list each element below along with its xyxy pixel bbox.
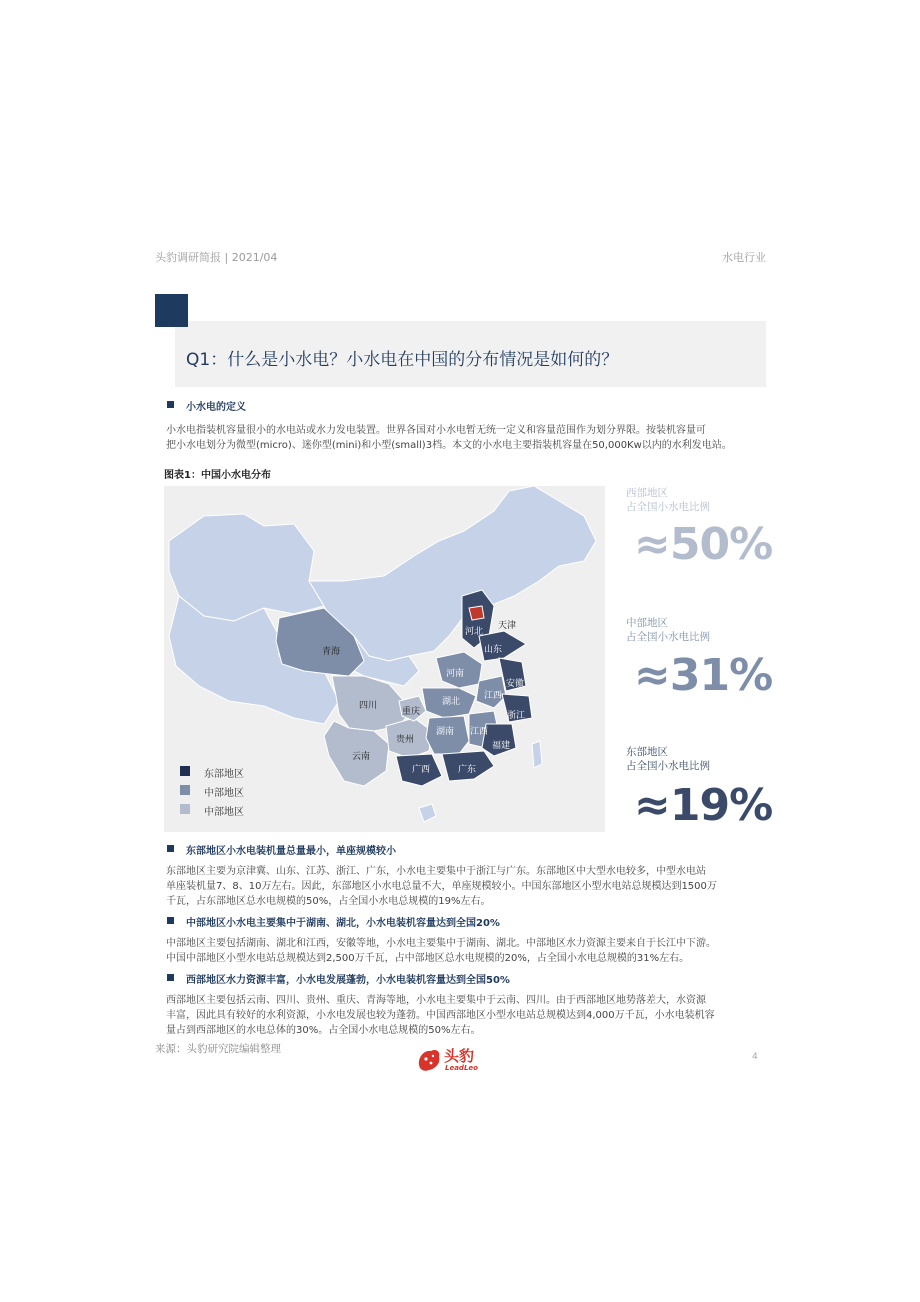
section4-line3: 量占到西部地区的水电总体的30%。占全国小水电总规模的50%左右。 [166,1025,481,1036]
leadleo-logo [416,1045,496,1077]
legend-label-east: 东部地区 [204,769,244,780]
label-henan: 河南 [446,669,465,679]
legend-label-central: 中部地区 [204,788,244,799]
section3-line2: 中国中部地区小型水电站总规模达到2,500万千瓦，占中部地区总水电规模的20%，占全国小水电总规模的31%左右。 [166,953,690,964]
page-number: 4 [752,1052,758,1062]
section1-line1: 小水电指装机容量很小的水电站或水力发电装置。世界各国对小水电暂无统一定义和容量范围作为划分界限。按装机容量可 [166,425,706,436]
label-fujian: 福建 [492,741,511,751]
map-region-beijing [469,606,484,620]
label-hubei: 湖北 [442,697,461,707]
section1-heading: 小水电的定义 [186,402,246,413]
label-guangxi: 广西 [412,765,431,775]
section2-line1: 东部地区主要为京津冀、山东、江苏、浙江、广东，小水电主要集中于浙江与广东。东部地区中大型水电较多，中型水电站 [166,866,706,877]
label-yunnan: 云南 [352,752,371,762]
stat-central-value: ≈31% [634,650,773,701]
section4-heading: 西部地区水力资源丰富，小水电发展蓬勃，小水电装机容量达到全国50% [186,975,510,986]
bullet-icon [167,401,174,408]
stat-east-desc: 占全国小水电比例 [626,760,710,772]
map-region-hainan [419,804,436,822]
legend-swatch-west [180,804,190,814]
report-header-right: 水电行业 [722,251,766,264]
logo-en: LeadLeo [445,1064,478,1072]
stat-west-value: ≈50% [634,519,773,570]
label-anhui: 安徽 [506,679,525,689]
label-sichuan: 四川 [359,701,378,711]
label-guizhou: 贵州 [396,735,415,745]
map-region-taiwan [532,741,542,768]
section1-paragraph [166,423,766,453]
section4-line1: 西部地区主要包括云南、四川、贵州、重庆、青海等地，小水电主要集中于云南、四川。由于西部地区地势落差大，水资源 [166,995,706,1006]
stat-west-region: 西部地区 [626,487,668,499]
bullet-icon [167,917,174,924]
stat-central-desc: 占全国小水电比例 [626,631,710,643]
china-map [164,486,605,832]
section3-line1: 中部地区主要包括湖南、湖北和江西，安徽等地，小水电主要集中于湖南、湖北。中部地区水力资源主要来自于长江中下游。 [166,938,716,949]
stat-west-desc: 占全国小水电比例 [626,501,710,513]
section1-line2: 把小水电划分为微型(micro)、迷你型(mini)和小型(small)3档。本文的小水电主要指装机容量在50,000Kw以内的水利发电站。 [166,440,732,451]
label-jiangxi: 江西 [470,727,489,737]
label-guangdong: 广东 [458,765,477,775]
china-map-panel [164,486,605,832]
stat-east-label [626,745,710,773]
legend-label-west: 中部地区 [204,807,244,818]
section2-heading: 东部地区小水电装机量总量最小，单座规模较小 [186,846,396,857]
stat-west-label [626,486,710,514]
section2-line2: 单座装机量7、8、10万左右。因此，东部地区小水电总量不大，单座规模较小。中国东部地区小型水电站总规模达到1500万 [166,881,717,892]
section4-line2: 丰富，因此具有较好的水利资源，小水电发展也较为蓬勃。中国西部地区小型水电站总规模达到4,000万千瓦，小水电装机容 [166,1010,715,1021]
label-hebei: 河北 [465,627,484,637]
label-qinghai: 青海 [322,647,341,657]
label-jiangxi-north: 江西 [484,691,503,701]
question-title: Q1：什么是小水电？小水电在中国的分布情况是如何的？ [186,350,619,370]
footer-source: 来源：头豹研究院编辑整理 [155,1043,281,1055]
map-region-xinjiang [169,514,324,621]
question-accent-block [155,294,188,327]
legend-swatch-east [180,766,190,776]
bullet-icon [167,845,174,852]
report-header-left: 头豹调研简报 | 2021/04 [155,251,278,264]
stat-east-region: 东部地区 [626,746,668,758]
bullet-icon [167,974,174,981]
label-shandong: 山东 [484,645,503,655]
figure-title: 图表1：中国小水电分布 [164,470,271,481]
section4-paragraph [166,993,766,1038]
logo-cn: 头豹 [444,1047,475,1065]
section3-heading: 中部地区小水电主要集中于湖南、湖北，小水电装机容量达到全国20% [186,918,500,929]
stat-east-value: ≈19% [634,780,773,831]
legend-swatch-central [180,785,190,795]
section3-paragraph [166,936,766,966]
stat-central-label [626,616,710,644]
section2-line3: 千瓦，占东部地区总水电规模的50%，占全国小水电总规模的19%左右。 [166,896,491,907]
label-zhejiang: 浙江 [507,711,526,721]
label-hunan: 湖南 [436,727,455,737]
label-tianjin: 天津 [498,621,517,631]
label-chongqing: 重庆 [402,707,421,717]
stat-central-region: 中部地区 [626,617,668,629]
section2-paragraph [166,864,766,909]
leopard-icon [416,1045,442,1073]
